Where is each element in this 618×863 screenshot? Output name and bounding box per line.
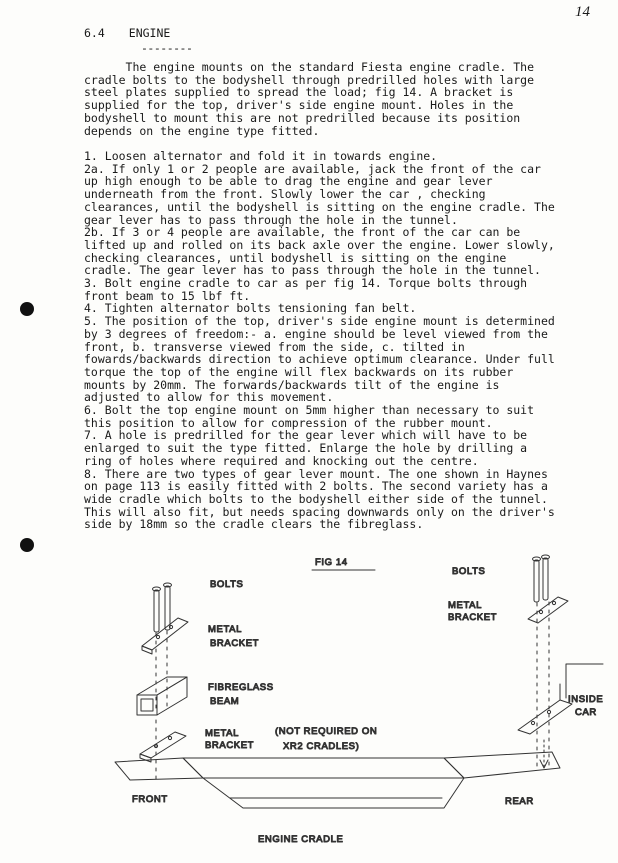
label-front: FRONT — [132, 794, 168, 805]
section-title: ENGINE — [128, 26, 171, 40]
text-line: 8. There are two types of gear lever mount. The one shown in Haynes — [84, 466, 548, 481]
text-line: ring of holes where required and knocking out the centre. — [84, 453, 479, 468]
text-line: side by 18mm so the cradle clears the fibreglass. — [84, 517, 424, 532]
text-line: depends on the engine type fitted. — [84, 123, 320, 138]
engine-cradle-shape — [115, 752, 560, 808]
label-note-line-2: XR2 CRADLES) — [283, 741, 360, 752]
text-line: gear lever has to pass through the hole in the tunnel. — [84, 212, 458, 227]
punch-hole — [20, 302, 34, 316]
text-line: on page 113 is easily fitted with 2 bolts. The second variety has a — [84, 479, 548, 494]
text-line: 1. Loosen alternator and fold it in towards engine. — [84, 149, 438, 163]
text-line: steel plates supplied to spread the load; fig 14. A bracket is — [84, 85, 514, 100]
text-line: up high enough to be able to drag the engine and gear lever — [84, 174, 493, 189]
text-line: cradle bolts to the bodyshell through predrilled holes with large — [84, 72, 535, 87]
section-number: 6.4 — [84, 26, 105, 40]
section-title-underline: -------- — [141, 41, 193, 55]
text-line: adjusted to allow for this movement. — [84, 390, 334, 405]
text-line: 3. Bolt engine cradle to car as per fig 14. Torque bolts through — [84, 276, 528, 291]
fibreglass-beam-icon — [137, 677, 187, 715]
label-bolts-right: BOLTS — [452, 566, 486, 577]
text-line: underneath from the front. Slowly lower the car , checking — [84, 187, 486, 202]
text-line: lifted up and rolled on its back axle over the engine. Lower slowly, — [84, 237, 555, 252]
paragraph-intro — [84, 61, 604, 137]
section-heading — [84, 26, 170, 40]
label-engine-cradle: ENGINE CRADLE — [258, 834, 344, 845]
text-line: 7. A hole is predrilled for the gear lever which will have to be — [84, 428, 528, 443]
text-line: wide cradle which bolts to the bodyshell either side of the tunnel. — [84, 491, 548, 506]
text-line: front beam to 15 lbf ft. — [84, 288, 251, 303]
text-line: 5. The position of the top, driver's side engine mount is determined — [84, 314, 555, 329]
text-line: torque the top of the engine will flex backwards on its rubber — [84, 364, 514, 379]
label-bracket-low: BRACKET — [205, 740, 255, 751]
label-car: CAR — [575, 707, 597, 718]
text-line: by 3 degrees of freedom:- a. engine should be level viewed from the — [84, 326, 548, 341]
text-line: This will also fit, but needs spacing downwards only on the driver's — [84, 504, 555, 519]
label-bolts-left: BOLTS — [210, 579, 244, 590]
label-metal-low: METAL — [205, 728, 239, 739]
text-line: 2b. If 3 or 4 people are available, the front of the car can be — [84, 225, 521, 240]
text-line: 6. Bolt the top engine mount on 5mm higher than necessary to suit — [84, 403, 535, 418]
label-metal-right: METAL — [448, 600, 482, 611]
label-fibreglass: FIBREGLASS — [208, 682, 274, 693]
left-bolts-icon — [153, 583, 172, 710]
lower-metal-bracket-icon — [140, 720, 186, 780]
text-line: enlarged to suit the type fitted. Enlarge the hole by drilling a — [84, 441, 528, 456]
label-beam: BEAM — [210, 696, 240, 707]
text-line: fowards/backwards direction to achieve optimum clearance. Under full — [84, 352, 555, 367]
label-rear: REAR — [505, 796, 534, 807]
label-note-line-1: (NOT REQUIRED ON — [275, 726, 378, 737]
text-line: clearances, until the bodyshell is sitting on the engine cradle. The — [84, 199, 555, 214]
label-metal-left: METAL — [208, 624, 242, 635]
text-line: bodyshell to mount this are not predrilled because its position — [84, 110, 521, 125]
label-inside: INSIDE — [568, 694, 604, 705]
right-bolts-icon — [533, 555, 550, 770]
text-line: checking clearances, until bodyshell is sitting on the engine — [84, 250, 507, 265]
paragraph-steps — [84, 150, 604, 531]
text-line: 4. Tighten alternator bolts tensioning fan belt. — [84, 301, 417, 316]
label-bracket-left: BRACKET — [210, 638, 260, 649]
text-line: mounts by 20mm. The forwards/backwards tilt of the engine is — [84, 377, 500, 392]
figure-title: FIG 14 — [315, 557, 348, 568]
figure-engine-cradle — [0, 540, 618, 863]
text-line: cradle. The gear lever has to pass through the hole in the tunnel. — [84, 263, 541, 278]
text-line: supplied for the top, driver's side engine mount. Holes in the — [84, 98, 514, 113]
text-line: The engine mounts on the standard Fiesta engine cradle. The — [84, 60, 535, 74]
text-line: this position to allow for compression of the rubber mount. — [84, 415, 493, 430]
text-line: 2a. If only 1 or 2 people are available, jack the front of the car — [84, 161, 541, 176]
label-bracket-right: BRACKET — [448, 612, 498, 623]
page-number: 14 — [575, 4, 590, 20]
text-line: front, b. transverse viewed from the side, c. tilted in — [84, 339, 465, 354]
